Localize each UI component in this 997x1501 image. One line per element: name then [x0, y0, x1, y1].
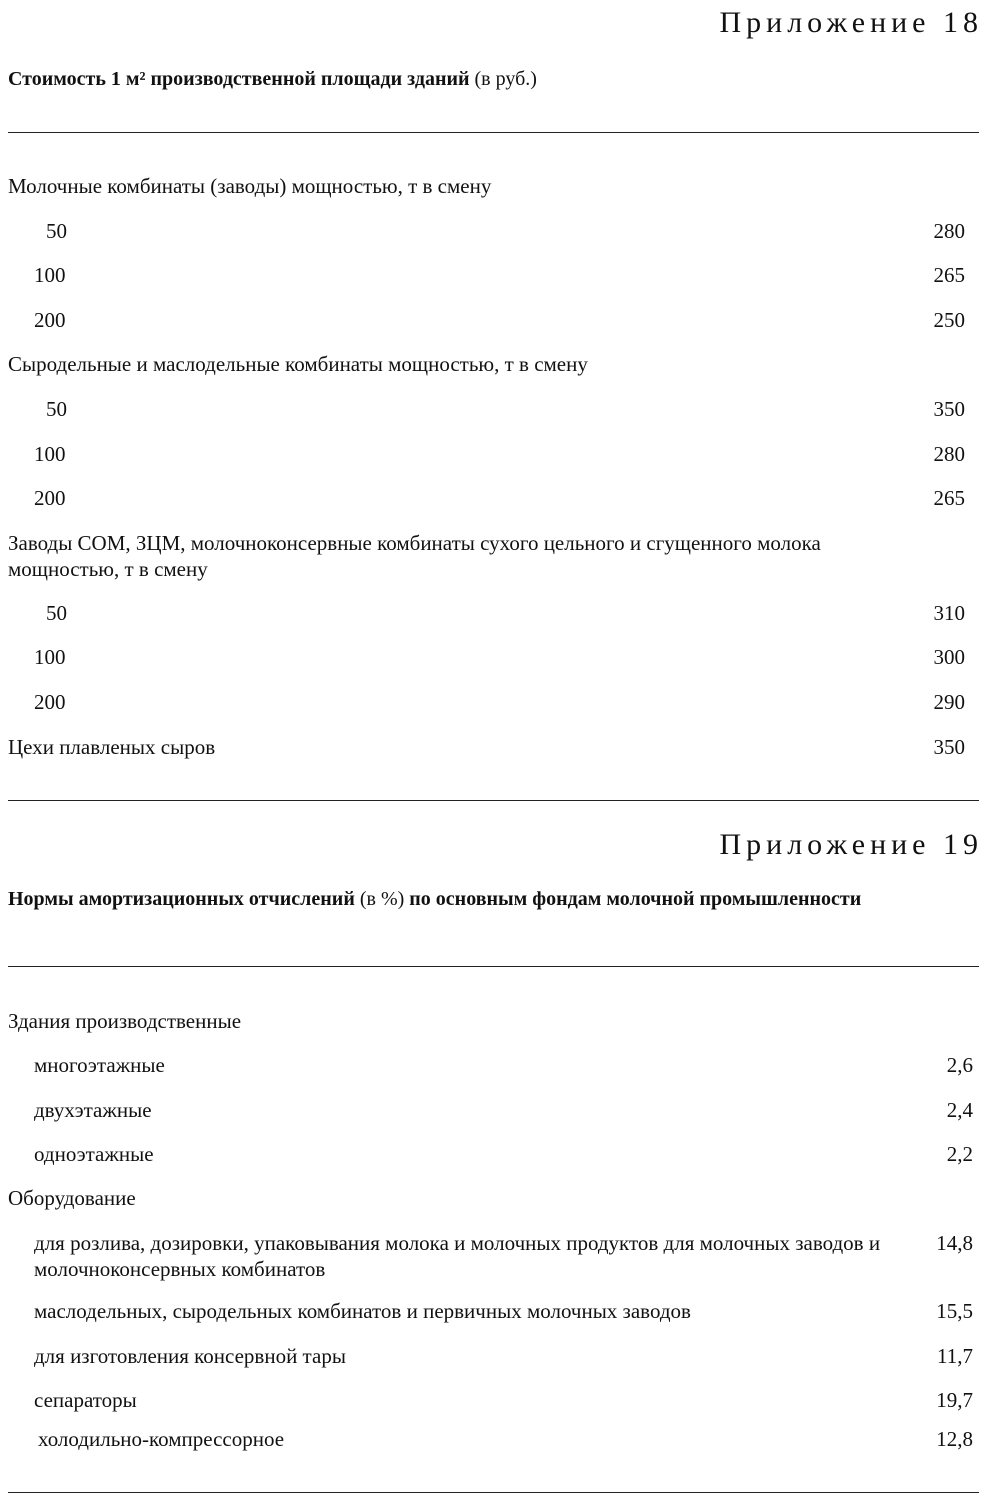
appendix-19-heading: Приложение 19 — [719, 828, 983, 861]
row-value: 265 — [933, 263, 965, 287]
row-value: 290 — [933, 690, 965, 714]
row-label: маслодельных, сыродельных комбинатов и первичных молочных заводов — [34, 1299, 691, 1323]
row-label: многоэтажные — [34, 1053, 165, 1077]
row-value: 15,5 — [936, 1299, 973, 1323]
table-18-bottom-rule — [8, 800, 979, 801]
row-value: 310 — [933, 601, 965, 625]
appendix-18-title — [8, 66, 537, 92]
row-label: Молочные комбинаты (заводы) мощностью, т в смену — [8, 174, 492, 198]
appendix-19-title — [8, 886, 948, 912]
row-value: 350 — [933, 735, 965, 759]
row-label: 100 — [34, 442, 66, 466]
row-value: 2,6 — [946, 1053, 973, 1077]
row-label: 50 — [46, 219, 67, 243]
row-label: сепараторы — [34, 1388, 137, 1412]
row-value: 11,7 — [937, 1344, 973, 1368]
row-label: одноэтажные — [34, 1142, 154, 1166]
row-value: 19,7 — [936, 1388, 973, 1412]
row-label: Цехи плавленых сыров — [8, 735, 216, 759]
row-label: 200 — [34, 690, 66, 714]
row-label: двухэтажные — [34, 1098, 152, 1122]
appendix-18-heading: Приложение 18 — [719, 6, 983, 39]
row-value: 12,8 — [936, 1427, 973, 1451]
table-19-top-rule — [8, 966, 979, 967]
row-label: 50 — [46, 397, 67, 421]
row-value: 250 — [933, 308, 965, 332]
appendix-19-title-bold-2: по основным фондам молочной промышленности — [409, 888, 862, 910]
row-value: 2,4 — [946, 1098, 973, 1122]
table-19-bottom-rule — [8, 1492, 979, 1493]
row-label: Заводы СОМ, ЗЦМ, молочноконсервные комбинаты сухого цельного и сгущенного молока мощностью, т в смену — [8, 531, 821, 581]
row-label: холодильно-компрессорное — [38, 1427, 285, 1451]
row-label: 200 — [34, 308, 66, 332]
table-18-top-rule — [8, 132, 979, 133]
appendix-19-title-bold: Нормы амортизационных отчислений — [8, 888, 355, 910]
row-label: Здания производственные — [8, 1009, 242, 1033]
appendix-18-title-bold: Стоимость 1 м² производственной площади зданий — [8, 68, 470, 90]
row-label: 100 — [34, 645, 66, 669]
row-label: 50 — [46, 601, 67, 625]
row-value: 350 — [933, 397, 965, 421]
row-label: 200 — [34, 486, 66, 510]
appendix-18-title-unit: (в руб.) — [474, 68, 537, 90]
row-value: 280 — [933, 219, 965, 243]
row-label: Оборудование — [8, 1186, 136, 1210]
row-label: 100 — [34, 263, 66, 287]
row-value: 300 — [933, 645, 965, 669]
row-value: 265 — [933, 486, 965, 510]
row-label: Сыродельные и маслодельные комбинаты мощностью, т в смену — [8, 352, 588, 376]
row-label: для розлива, дозировки, упаковывания молока и молочных продуктов для молочных заводов и молочноконсервных комбинатов — [34, 1231, 881, 1281]
row-value: 14,8 — [936, 1231, 973, 1255]
row-label: для изготовления консервной тары — [34, 1344, 346, 1368]
row-value: 280 — [933, 442, 965, 466]
row-value: 2,2 — [946, 1142, 973, 1166]
appendix-19-title-unit: (в %) — [359, 888, 405, 910]
